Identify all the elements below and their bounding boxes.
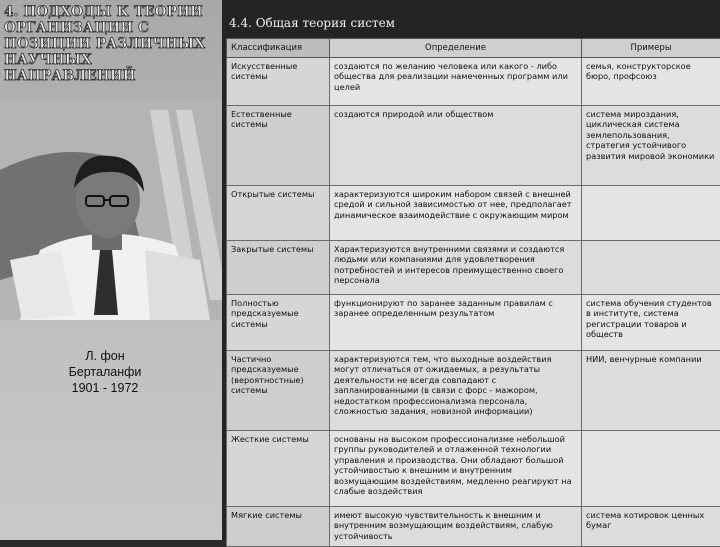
header-examples: Примеры xyxy=(582,39,720,58)
right-panel xyxy=(222,0,720,540)
cell-examples: система мироздания, циклическая система землепользования, стратегия устойчивого развития мировой экономики xyxy=(582,106,720,186)
cell-examples: НИИ, венчурные компании xyxy=(582,351,720,431)
slide-title: 4. ПОДХОДЫ К ТЕОРИИ ОРГАНИЗАЦИИ С ПОЗИЦИИ РАЗЛИЧНЫХ НАУЧНЫХ НАПРАВЛЕНИЙ xyxy=(4,4,216,84)
cell-examples: система котировок ценных бумаг xyxy=(582,507,720,547)
cell-classification: Открытые системы xyxy=(227,186,330,241)
table-row xyxy=(227,507,720,547)
cell-examples xyxy=(582,186,720,241)
cell-examples xyxy=(582,241,720,295)
cell-examples: система обучения студентов в институте, система регистрации товаров и обществ xyxy=(582,295,720,351)
cell-definition: создаются природой или обществом xyxy=(330,106,582,186)
table-row xyxy=(227,186,720,241)
caption-years: 1901 - 1972 xyxy=(40,380,170,396)
caption-name-line2: Берталанфи xyxy=(40,364,170,380)
portrait-photo xyxy=(0,100,222,320)
section-title: 4.4. Общая теория систем xyxy=(229,16,395,30)
cell-definition: характеризуются тем, что выходные воздействия могут отличаться от ожидаемых, а результаты деятельности не всегда совпадают с запланированными (в связи с форс - мажором, недостатком профессионализма персонала, сложностью задания, новизной информации) xyxy=(330,351,582,431)
caption-name-line1: Л. фон xyxy=(40,348,170,364)
header-classification: Классификация xyxy=(227,39,330,58)
photo-caption xyxy=(40,348,170,396)
table-header-row xyxy=(227,39,720,58)
table-row xyxy=(227,106,720,186)
cell-classification: Искусственные системы xyxy=(227,58,330,106)
header-definition: Определение xyxy=(330,39,582,58)
cell-definition: имеют высокую чувствительность к внешним и внутренним возмущающим воздействиям, слабую устойчивость xyxy=(330,507,582,547)
cell-classification: Частично предсказуемые (вероятностные) системы xyxy=(227,351,330,431)
cell-examples: семья, конструкторское бюро, профсоюз xyxy=(582,58,720,106)
cell-definition: характеризуются широким набором связей с внешней средой и сильной зависимостью от нее, предполагает динамическое взаимодействие с окружающим миром xyxy=(330,186,582,241)
cell-definition: Характеризуются внутренними связями и создаются людьми или компаниями для удовлетворения потребностей и интересов преимущественно своего персонала xyxy=(330,241,582,295)
cell-classification: Жесткие системы xyxy=(227,431,330,507)
table-row xyxy=(227,58,720,106)
cell-definition: создаются по желанию человека или какого - либо общества для реализации намеченных программ или целей xyxy=(330,58,582,106)
table-row xyxy=(227,431,720,507)
table-row xyxy=(227,295,720,351)
table-row xyxy=(227,241,720,295)
left-panel xyxy=(0,0,222,540)
systems-table xyxy=(226,38,720,547)
cell-definition: основаны на высоком профессионализме небольшой группы руководителей и отлаженной технологии управления и производства. Они обладают большой устойчивостью к внешним и внутренним возмущающим воздействиям, медленно реагируют на слабые воздействия xyxy=(330,431,582,507)
cell-definition: функционируют по заранее заданным правилам с заранее определенным результатом xyxy=(330,295,582,351)
cell-classification: Закрытые системы xyxy=(227,241,330,295)
cell-classification: Мягкие системы xyxy=(227,507,330,547)
cell-classification: Естественные системы xyxy=(227,106,330,186)
table-row xyxy=(227,351,720,431)
cell-examples xyxy=(582,431,720,507)
cell-classification: Полностью предсказуемые системы xyxy=(227,295,330,351)
